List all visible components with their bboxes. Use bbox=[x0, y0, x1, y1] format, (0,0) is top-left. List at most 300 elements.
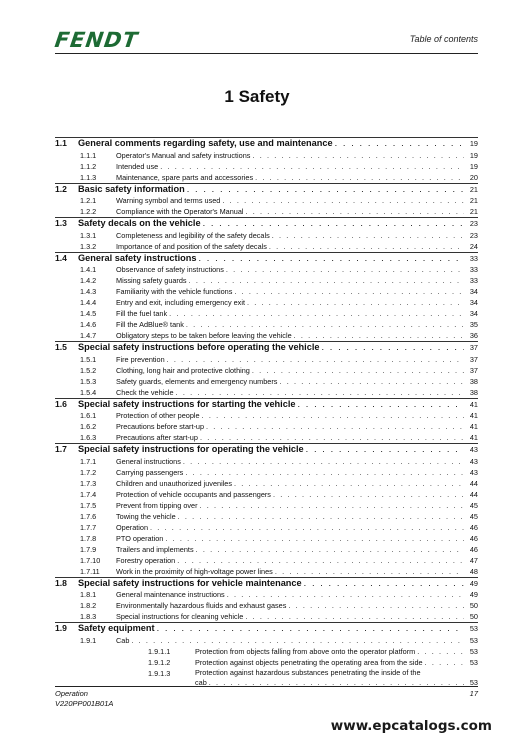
toc-title: Completeness and legibility of the safety decals bbox=[116, 230, 270, 240]
toc-subsection-row[interactable] bbox=[55, 432, 478, 443]
toc-title: Prevent from tipping over bbox=[116, 500, 198, 510]
toc-title: Work in the proximity of high-voltage power lines bbox=[116, 566, 273, 576]
toc-number: 1.1 bbox=[55, 138, 67, 148]
toc-subsection-row[interactable] bbox=[55, 206, 478, 217]
toc-subsection-row[interactable] bbox=[55, 195, 478, 206]
toc-subsection-row[interactable] bbox=[55, 600, 478, 611]
toc-entry bbox=[195, 668, 478, 688]
toc-number: 1.9 bbox=[55, 623, 67, 633]
toc-title: Special safety instructions for operating the vehicle bbox=[78, 444, 304, 454]
toc-leader-dots bbox=[131, 635, 464, 646]
toc-subsection-row[interactable] bbox=[55, 635, 478, 646]
toc-page-number: 33 bbox=[469, 265, 478, 274]
toc-number: 1.9.1 bbox=[80, 635, 97, 645]
toc-number: 1.1.1 bbox=[80, 150, 97, 160]
toc-subsection-row[interactable] bbox=[55, 230, 478, 241]
toc-page-number: 41 bbox=[469, 433, 478, 442]
toc-entry bbox=[116, 365, 478, 376]
toc-page-number: 47 bbox=[469, 555, 478, 565]
toc-entry bbox=[116, 161, 478, 172]
toc-number: 1.8.1 bbox=[80, 590, 97, 599]
toc-page-number: 19 bbox=[469, 139, 478, 148]
toc-entry bbox=[78, 578, 478, 590]
toc-title: Precautions after start-up bbox=[116, 433, 198, 442]
toc-title: Fill the fuel tank bbox=[116, 309, 168, 318]
page-header bbox=[55, 27, 478, 53]
toc-number: 1.2 bbox=[55, 183, 67, 194]
toc-number: 1.8.3 bbox=[80, 612, 97, 621]
toc-entry bbox=[116, 566, 478, 577]
toc-title: Special instructions for cleaning vehicle bbox=[116, 612, 244, 621]
toc-subsection-row[interactable] bbox=[55, 365, 478, 376]
toc-subsection-row[interactable] bbox=[55, 410, 478, 421]
toc-leader-dots bbox=[185, 467, 464, 478]
toc-page-number: 44 bbox=[469, 478, 478, 488]
toc-page-number: 23 bbox=[469, 219, 478, 228]
toc-leader-dots bbox=[157, 623, 464, 635]
toc-leader-dots bbox=[298, 399, 465, 411]
toc-page-number: 41 bbox=[469, 422, 478, 431]
toc-number: 1.4.4 bbox=[80, 298, 97, 307]
toc-entry bbox=[116, 319, 478, 330]
toc-number: 1.4.6 bbox=[80, 320, 97, 329]
toc-title: Safety equipment bbox=[78, 623, 155, 633]
toc-page-number: 20 bbox=[469, 172, 478, 182]
toc-subsection-row[interactable] bbox=[55, 319, 478, 330]
toc-page-number: 46 bbox=[469, 533, 478, 543]
toc-page-number: 34 bbox=[469, 298, 478, 307]
toc-number: 1.4.3 bbox=[80, 287, 97, 296]
toc-title: Observance of safety instructions bbox=[116, 265, 224, 274]
toc-subsection-row[interactable] bbox=[55, 354, 478, 365]
toc-entry bbox=[116, 275, 478, 286]
toc-number: 1.4.2 bbox=[80, 276, 97, 285]
toc-subsection-row[interactable] bbox=[55, 511, 478, 522]
toc-leader-dots bbox=[206, 421, 464, 432]
toc-subsection-row[interactable] bbox=[55, 241, 478, 252]
toc-number: 1.9.1.3 bbox=[148, 668, 171, 678]
toc-section-row[interactable] bbox=[55, 623, 478, 635]
toc-leader-dots bbox=[183, 456, 464, 467]
toc-entry bbox=[116, 376, 478, 387]
toc-entry bbox=[78, 399, 478, 411]
toc-title: Precautions before start-up bbox=[116, 422, 205, 431]
toc-number: 1.6 bbox=[55, 398, 67, 409]
toc-subsection-row[interactable] bbox=[55, 489, 478, 500]
toc-leader-dots bbox=[160, 161, 464, 172]
toc-entry bbox=[116, 555, 478, 566]
toc-section-row[interactable] bbox=[55, 184, 478, 196]
toc-page-number: 21 bbox=[469, 207, 478, 216]
toc-title: Special safety instructions before operating the vehicle bbox=[78, 342, 320, 352]
toc-number: 1.2.1 bbox=[80, 196, 97, 205]
toc-number: 1.7.7 bbox=[80, 522, 97, 532]
toc-entry bbox=[78, 184, 478, 196]
toc-entry bbox=[116, 500, 478, 511]
toc-entry bbox=[195, 646, 478, 657]
toc-entry bbox=[116, 478, 478, 489]
toc-page-number: 38 bbox=[469, 376, 478, 386]
toc-title: Safety decals on the vehicle bbox=[78, 218, 201, 228]
toc-title: Compliance with the Operator's Manual bbox=[116, 207, 244, 216]
toc-number: 1.6.3 bbox=[80, 433, 97, 442]
toc-title: Children and unauthorized juveniles bbox=[116, 478, 233, 488]
toc-entry bbox=[116, 286, 478, 297]
toc-entry bbox=[116, 635, 478, 646]
toc-number: 1.7.9 bbox=[80, 544, 97, 554]
toc-entry bbox=[116, 150, 478, 161]
toc-leader-dots bbox=[187, 184, 464, 196]
toc-page-number: 36 bbox=[469, 331, 478, 340]
toc-title: Check the vehicle bbox=[116, 387, 174, 397]
toc-page-number: 35 bbox=[469, 320, 478, 329]
toc-page-number: 43 bbox=[469, 445, 478, 454]
toc-entry bbox=[78, 444, 478, 456]
toc-number: 1.2.2 bbox=[80, 207, 97, 216]
toc-number: 1.7 bbox=[55, 444, 67, 454]
toc-leader-dots bbox=[234, 478, 464, 489]
toc-entry bbox=[116, 354, 478, 365]
toc-page-number: 53 bbox=[469, 646, 478, 656]
toc-page-number: 53 bbox=[469, 677, 478, 687]
toc-title: Protection against hazardous substances penetrating the inside of the bbox=[195, 667, 421, 677]
toc-leader-dots bbox=[322, 342, 465, 354]
toc-number: 1.7.5 bbox=[80, 500, 97, 510]
toc-page-number: 34 bbox=[469, 287, 478, 296]
toc-subsection-row[interactable] bbox=[55, 456, 478, 467]
toc-number: 1.4 bbox=[55, 252, 67, 263]
toc-page-number: 53 bbox=[469, 657, 478, 667]
toc-title: Warning symbol and terms used bbox=[116, 196, 221, 205]
toc-entry bbox=[116, 264, 478, 275]
toc-subsection-row[interactable] bbox=[55, 500, 478, 511]
toc-entry bbox=[116, 522, 478, 533]
toc-entry bbox=[116, 611, 478, 622]
toc-title: Obligatory steps to be taken before leaving the vehicle bbox=[116, 331, 292, 340]
toc-number: 1.9.1.1 bbox=[148, 646, 171, 656]
toc-entry bbox=[116, 511, 478, 522]
toc-number: 1.4.1 bbox=[80, 265, 97, 274]
toc-page-number: 21 bbox=[469, 184, 478, 194]
toc-entry bbox=[78, 138, 478, 150]
toc-subsection-row[interactable] bbox=[55, 330, 478, 341]
toc-page-number: 24 bbox=[469, 241, 478, 251]
toc-page-number: 53 bbox=[469, 624, 478, 633]
toc-subsection-row[interactable] bbox=[55, 150, 478, 161]
toc-number: 1.8.2 bbox=[80, 601, 97, 610]
toc-leader-dots bbox=[167, 354, 464, 365]
toc-entry bbox=[116, 421, 478, 432]
toc-subsection-row[interactable] bbox=[55, 467, 478, 478]
toc-page-number: 37 bbox=[469, 354, 478, 364]
toc-leader-dots bbox=[165, 533, 464, 544]
toc-entry bbox=[116, 172, 478, 183]
toc-title: Forestry operation bbox=[116, 555, 176, 565]
table-of-contents bbox=[55, 137, 478, 688]
toc-section-row[interactable] bbox=[55, 218, 478, 230]
toc-title: Towing the vehicle bbox=[116, 511, 176, 521]
toc-page-number: 46 bbox=[469, 544, 478, 554]
toc-leader-dots bbox=[272, 230, 464, 241]
toc-leader-dots bbox=[186, 319, 464, 330]
toc-number: 1.3.2 bbox=[80, 241, 97, 251]
toc-title: General safety instructions bbox=[78, 252, 197, 263]
toc-leader-dots bbox=[203, 218, 464, 230]
toc-page-number: 49 bbox=[469, 578, 478, 588]
toc-entry bbox=[116, 308, 478, 319]
toc-leader-dots bbox=[198, 253, 464, 265]
toc-number: 1.7.8 bbox=[80, 533, 97, 543]
toc-page-number: 37 bbox=[469, 343, 478, 352]
toc-page-number: 19 bbox=[469, 150, 478, 160]
toc-number: 1.5 bbox=[55, 342, 67, 352]
toc-subsection-row[interactable] bbox=[55, 522, 478, 533]
toc-number: 1.7.3 bbox=[80, 478, 97, 488]
toc-title: Familiarity with the vehicle functions bbox=[116, 287, 233, 296]
section-name: Table of contents bbox=[409, 34, 478, 44]
toc-page-number: 44 bbox=[469, 489, 478, 499]
toc-section-row[interactable] bbox=[55, 578, 478, 590]
toc-subsection-row[interactable] bbox=[55, 589, 478, 600]
toc-title: General instructions bbox=[116, 456, 181, 466]
toc-leader-dots bbox=[177, 555, 464, 566]
toc-number: 1.5.2 bbox=[80, 365, 97, 375]
toc-leader-dots bbox=[226, 264, 464, 275]
toc-entry bbox=[116, 297, 478, 308]
toc-subsubsection-row[interactable] bbox=[55, 657, 478, 668]
toc-leader-dots bbox=[234, 286, 464, 297]
toc-leader-dots bbox=[273, 489, 464, 500]
toc-page-number: 21 bbox=[469, 196, 478, 205]
toc-leader-dots bbox=[200, 432, 464, 443]
toc-page-number: 38 bbox=[469, 387, 478, 397]
toc-number: 1.7.6 bbox=[80, 511, 97, 521]
toc-title: Clothing, long hair and protective clothing bbox=[116, 365, 250, 375]
toc-title: Protection of other people bbox=[116, 411, 200, 420]
toc-leader-dots bbox=[252, 150, 464, 161]
toc-subsection-row[interactable] bbox=[55, 566, 478, 577]
toc-entry bbox=[116, 206, 478, 217]
toc-subsection-row[interactable] bbox=[55, 533, 478, 544]
toc-page-number: 53 bbox=[469, 635, 478, 645]
toc-entry bbox=[78, 623, 478, 635]
chapter-title: 1 Safety bbox=[224, 87, 290, 106]
toc-page-number: 45 bbox=[469, 500, 478, 510]
toc-number: 1.7.2 bbox=[80, 467, 97, 477]
toc-entry bbox=[116, 230, 478, 241]
toc-title: Entry and exit, including emergency exit bbox=[116, 298, 245, 307]
toc-subsection-row[interactable] bbox=[55, 275, 478, 286]
toc-page-number: 48 bbox=[469, 566, 478, 576]
footer-doc: Operation bbox=[55, 689, 88, 698]
toc-number: 1.9.1.2 bbox=[148, 657, 171, 667]
toc-title: Fill the AdBlue® tank bbox=[116, 320, 184, 329]
toc-entry bbox=[78, 253, 478, 265]
toc-title: Missing safety guards bbox=[116, 276, 187, 285]
toc-page-number: 41 bbox=[469, 411, 478, 420]
toc-number: 1.7.1 bbox=[80, 456, 97, 466]
toc-title: Carrying passengers bbox=[116, 467, 184, 477]
toc-subsection-row[interactable] bbox=[55, 387, 478, 398]
toc-title: PTO operation bbox=[116, 533, 164, 543]
toc-subsection-row[interactable] bbox=[55, 172, 478, 183]
toc-subsubsection-row[interactable] bbox=[55, 668, 478, 688]
toc-title: Environmentally hazardous fluids and exhaust gases bbox=[116, 601, 287, 610]
toc-leader-dots bbox=[178, 511, 464, 522]
toc-entry bbox=[116, 330, 478, 341]
toc-title: Operator's Manual and safety instructions bbox=[116, 150, 251, 160]
toc-leader-dots bbox=[202, 410, 464, 421]
toc-leader-dots bbox=[196, 544, 464, 555]
toc-page-number: 23 bbox=[469, 230, 478, 240]
toc-leader-dots bbox=[255, 172, 464, 183]
toc-subsection-row[interactable] bbox=[55, 555, 478, 566]
toc-page-number: 49 bbox=[469, 590, 478, 599]
toc-number: 1.6.1 bbox=[80, 411, 97, 420]
toc-title: Intended use bbox=[116, 161, 159, 171]
toc-leader-dots bbox=[304, 578, 464, 590]
toc-number: 1.5.3 bbox=[80, 376, 97, 386]
toc-leader-dots bbox=[288, 600, 464, 611]
toc-page-number: 33 bbox=[469, 253, 478, 263]
toc-leader-dots bbox=[169, 308, 464, 319]
toc-number: 1.4.7 bbox=[80, 331, 97, 340]
toc-page-number: 34 bbox=[469, 309, 478, 318]
toc-page-number: 37 bbox=[469, 365, 478, 375]
toc-subsection-row[interactable] bbox=[55, 611, 478, 622]
toc-leader-dots bbox=[247, 297, 464, 308]
toc-entry bbox=[116, 456, 478, 467]
footer-rule bbox=[55, 686, 478, 687]
toc-subsection-row[interactable] bbox=[55, 297, 478, 308]
toc-entry bbox=[116, 533, 478, 544]
toc-entry bbox=[116, 241, 478, 252]
toc-subsubsection-row[interactable] bbox=[55, 646, 478, 657]
toc-page-number: 50 bbox=[469, 612, 478, 621]
toc-leader-dots bbox=[200, 500, 464, 511]
toc-number: 1.7.11 bbox=[80, 566, 100, 576]
toc-title: Importance of and position of the safety decals bbox=[116, 241, 267, 251]
toc-entry bbox=[116, 489, 478, 500]
toc-subsection-row[interactable] bbox=[55, 161, 478, 172]
toc-subsection-row[interactable] bbox=[55, 376, 478, 387]
toc-entry bbox=[195, 657, 478, 668]
toc-subsection-row[interactable] bbox=[55, 478, 478, 489]
toc-leader-dots bbox=[335, 138, 464, 150]
toc-number: 1.3 bbox=[55, 218, 67, 228]
toc-section-row[interactable] bbox=[55, 342, 478, 354]
toc-title: Special safety instructions for vehicle maintenance bbox=[78, 577, 302, 588]
toc-title: Protection against objects penetrating the operating area from the side bbox=[195, 657, 423, 667]
toc-title: Protection from objects falling from above onto the operator platform bbox=[195, 646, 416, 656]
toc-number: 1.8 bbox=[55, 577, 67, 588]
toc-section-row[interactable] bbox=[55, 138, 478, 150]
header-rule bbox=[55, 53, 478, 54]
toc-leader-dots bbox=[246, 206, 464, 217]
toc-entry bbox=[116, 432, 478, 443]
footer-code: V220PP001B01A bbox=[55, 699, 114, 708]
fendt-logo: FENDT bbox=[53, 28, 140, 52]
toc-entry bbox=[78, 218, 478, 230]
toc-title: Basic safety information bbox=[78, 183, 185, 194]
toc-page-number: 50 bbox=[469, 601, 478, 610]
toc-subsection-row[interactable] bbox=[55, 286, 478, 297]
watermark: www.epcatalogs.com bbox=[330, 718, 492, 734]
toc-leader-dots bbox=[425, 657, 464, 668]
toc-title: Trailers and implements bbox=[116, 544, 194, 554]
toc-number: 1.6.2 bbox=[80, 422, 97, 431]
toc-page-number: 46 bbox=[469, 522, 478, 532]
toc-title: Protection of vehicle occupants and passengers bbox=[116, 489, 271, 499]
toc-number: 1.1.3 bbox=[80, 172, 97, 182]
toc-title: Cab bbox=[116, 635, 130, 645]
toc-subsection-row[interactable] bbox=[55, 544, 478, 555]
toc-subsection-row[interactable] bbox=[55, 308, 478, 319]
toc-subsection-row[interactable] bbox=[55, 421, 478, 432]
toc-number: 1.7.10 bbox=[80, 555, 101, 565]
toc-title: General comments regarding safety, use and maintenance bbox=[78, 138, 333, 148]
toc-title: Operation bbox=[116, 522, 149, 532]
toc-leader-dots bbox=[150, 522, 464, 533]
toc-number: 1.7.4 bbox=[80, 489, 97, 499]
toc-leader-dots bbox=[306, 444, 464, 456]
toc-entry bbox=[116, 467, 478, 478]
toc-page-number: 41 bbox=[469, 399, 478, 409]
toc-title: General maintenance instructions bbox=[116, 590, 225, 599]
toc-section-row[interactable] bbox=[55, 399, 478, 411]
toc-number: 1.5.1 bbox=[80, 354, 97, 364]
toc-page-number: 19 bbox=[469, 161, 478, 171]
toc-title: Maintenance, spare parts and accessories bbox=[116, 172, 254, 182]
toc-leader-dots bbox=[227, 589, 464, 600]
footer-page-number: 17 bbox=[469, 689, 478, 698]
toc-section-row[interactable] bbox=[55, 444, 478, 456]
toc-leader-dots bbox=[294, 330, 464, 341]
toc-entry bbox=[116, 387, 478, 398]
toc-entry bbox=[116, 195, 478, 206]
toc-page-number: 43 bbox=[469, 467, 478, 477]
toc-number: 1.5.4 bbox=[80, 387, 97, 397]
toc-page-number: 33 bbox=[469, 276, 478, 285]
toc-section-row[interactable] bbox=[55, 253, 478, 265]
toc-title: cab bbox=[195, 677, 207, 687]
toc-entry bbox=[116, 589, 478, 600]
toc-title: Safety guards, elements and emergency numbers bbox=[116, 376, 278, 386]
toc-number: 1.4.5 bbox=[80, 309, 97, 318]
toc-leader-dots bbox=[279, 376, 464, 387]
toc-entry bbox=[116, 600, 478, 611]
toc-entry bbox=[78, 342, 478, 354]
toc-title: Fire prevention bbox=[116, 354, 165, 364]
toc-entry bbox=[116, 410, 478, 421]
toc-page-number: 45 bbox=[469, 511, 478, 521]
toc-title: Special safety instructions for starting the vehicle bbox=[78, 398, 296, 409]
toc-leader-dots bbox=[245, 611, 464, 622]
toc-number: 1.1.2 bbox=[80, 161, 97, 171]
toc-leader-dots bbox=[275, 566, 464, 577]
toc-subsection-row[interactable] bbox=[55, 264, 478, 275]
toc-leader-dots bbox=[189, 275, 464, 286]
toc-entry bbox=[116, 544, 478, 555]
footer-doc-info bbox=[55, 689, 113, 709]
toc-page-number: 43 bbox=[469, 456, 478, 466]
toc-leader-dots bbox=[252, 365, 464, 376]
toc-leader-dots bbox=[417, 646, 464, 657]
toc-number: 1.3.1 bbox=[80, 230, 97, 240]
toc-leader-dots bbox=[176, 387, 464, 398]
toc-leader-dots bbox=[269, 241, 464, 252]
toc-leader-dots bbox=[222, 195, 464, 206]
